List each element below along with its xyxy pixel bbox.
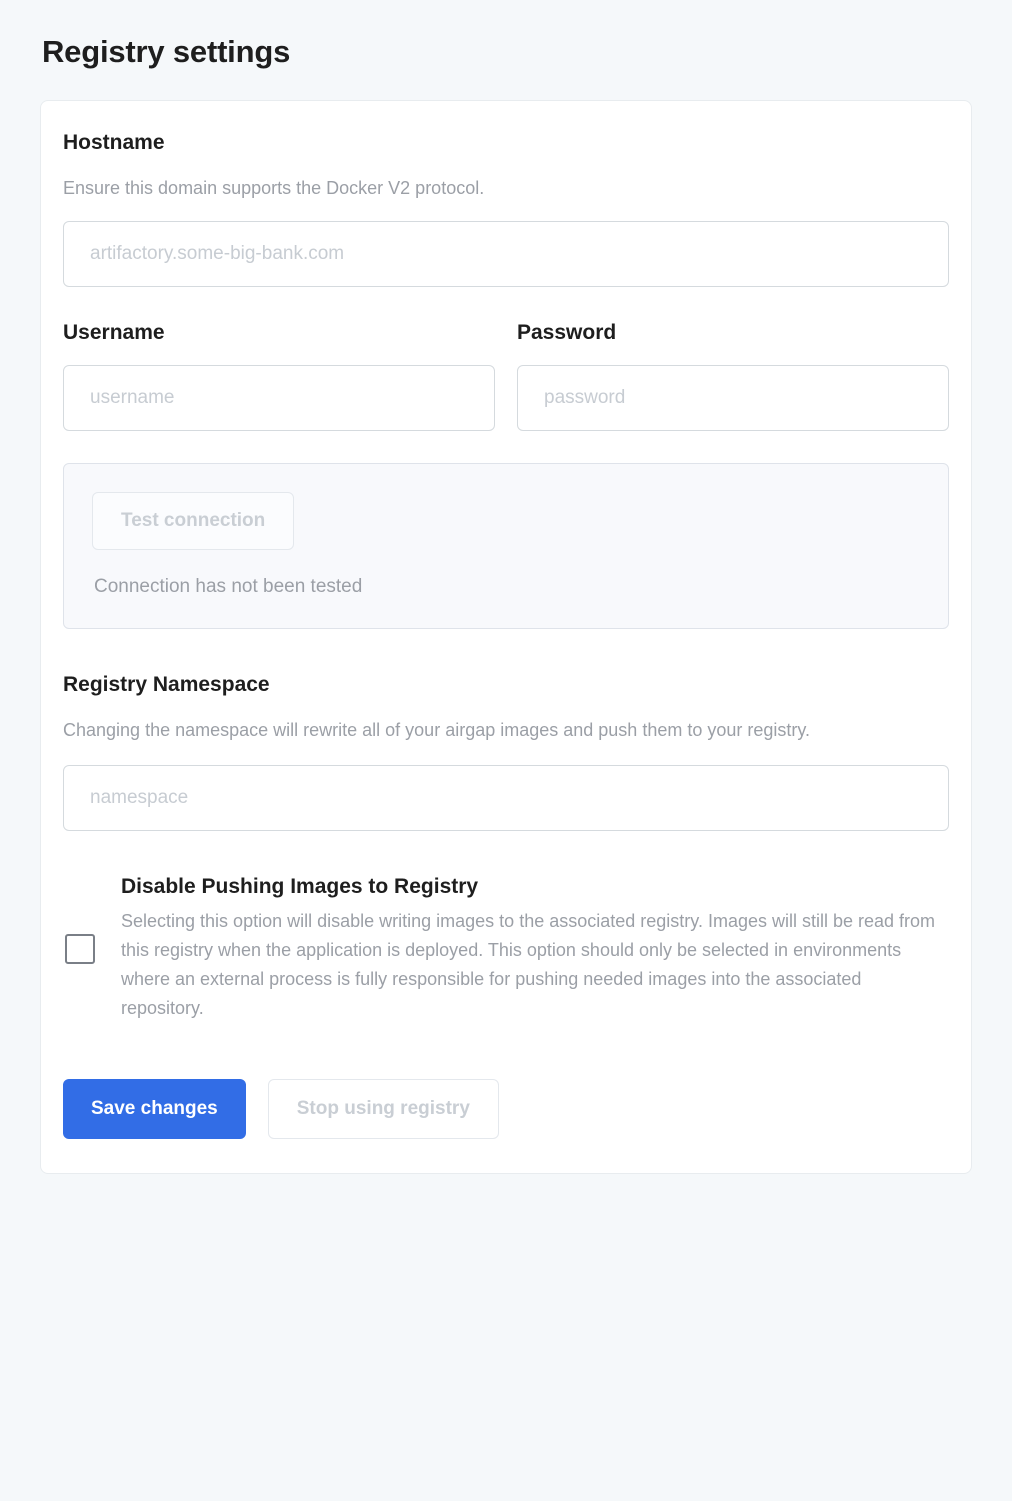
namespace-help-text: Changing the namespace will rewrite all of your airgap images and push them to your registry. (63, 719, 811, 740)
password-label: Password (517, 320, 617, 344)
password-input[interactable] (517, 365, 949, 431)
username-field-group (63, 321, 495, 431)
hostname-label: Hostname (63, 131, 165, 154)
credentials-row (63, 321, 949, 431)
form-actions (63, 1079, 949, 1139)
username-label: Username (63, 320, 165, 344)
disable-push-row[interactable] (63, 875, 949, 1024)
stop-using-registry-button[interactable]: Stop using registry (268, 1079, 499, 1139)
username-input[interactable] (63, 365, 495, 431)
registry-settings-card (40, 100, 972, 1174)
page-title: Registry settings (42, 34, 291, 69)
test-connection-status: Connection has not been tested (94, 575, 363, 597)
save-changes-button[interactable]: Save changes (63, 1079, 246, 1139)
hostname-help-text: Ensure this domain supports the Docker V2 protocol. (63, 178, 485, 198)
registry-namespace-group (63, 673, 949, 831)
hostname-input[interactable] (63, 221, 949, 287)
namespace-label: Registry Namespace (63, 672, 270, 696)
disable-push-texts (121, 875, 949, 1024)
namespace-input[interactable] (63, 765, 949, 831)
test-connection-panel (63, 463, 949, 629)
password-field-group (517, 321, 949, 431)
disable-push-description: Selecting this option will disable writing images to the associated registry. Images will still be read from this registry when the application is deployed. This option should only be selected in environments where an external process is fully responsible for pushing needed images into the associated repository. (121, 910, 936, 1019)
disable-push-checkbox[interactable] (65, 934, 95, 964)
test-connection-button[interactable]: Test connection (92, 492, 294, 550)
disable-push-title: Disable Pushing Images to Registry (121, 874, 479, 898)
